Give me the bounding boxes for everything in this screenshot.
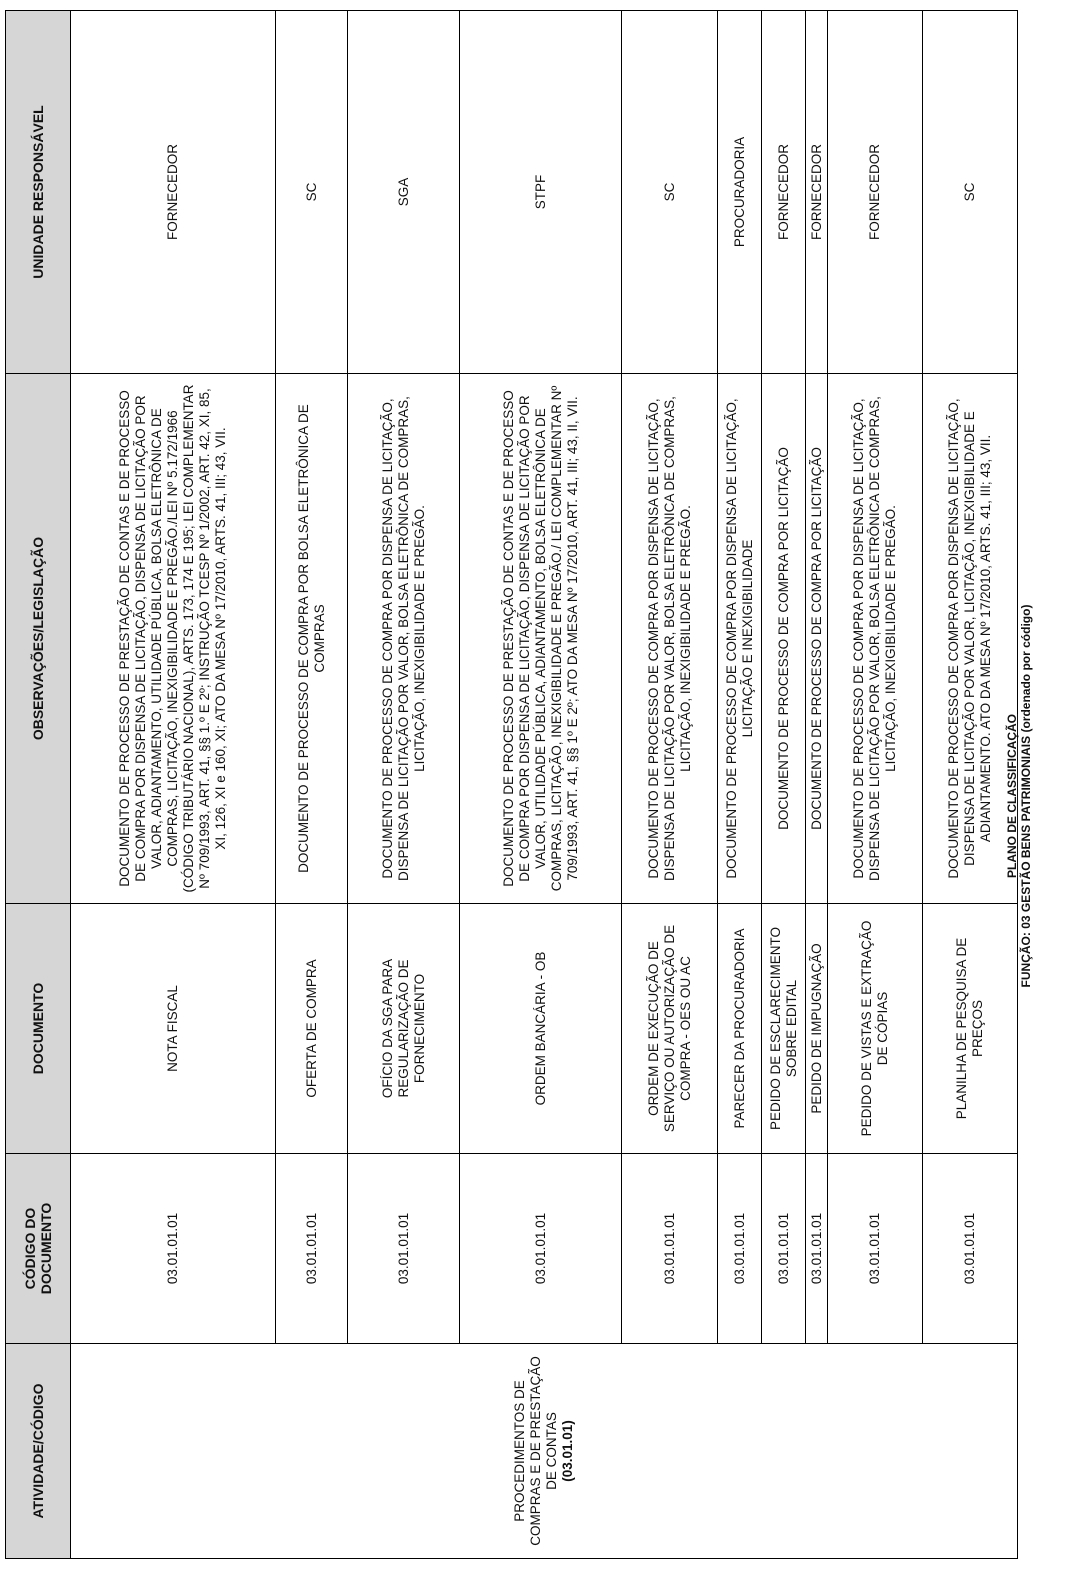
document-code: 03.01.01.01 — [923, 1154, 1018, 1344]
document-notes: DOCUMENTO DE PROCESSO DE COMPRA POR DISPENSA DE LICITAÇÃO, DISPENSA DE LICITAÇÃO POR VALOR, LICITAÇÃO, INEXIGIBILIDADE E ADIANTAMENTO. ATO DA MESA Nº 17/2010, ARTS. 41, III; 43, VII. — [923, 374, 1018, 904]
document-notes: DOCUMENTO DE PROCESSO DE COMPRA POR LICITAÇÃO — [762, 374, 806, 904]
document-name: NOTA FISCAL — [71, 904, 276, 1154]
table-row — [71, 11, 276, 1559]
document-notes: DOCUMENTO DE PROCESSO DE COMPRA POR DISPENSA DE LICITAÇÃO, DISPENSA DE LICITAÇÃO POR VALOR, BOLSA ELETRÔNICA DE COMPRAS, LICITAÇÃO, INEXIGIBILIDADE E PREGÃO. — [622, 374, 718, 904]
activity-name: PROCEDIMENTOS DE COMPRAS E DE PRESTAÇÃO DE CONTAS — [512, 1356, 559, 1546]
page-title: PLANO DE CLASSIFICAÇÃO — [1005, 714, 1019, 879]
document-notes: DOCUMENTO DE PROCESSO DE PRESTAÇÃO DE CONTAS E DE PROCESSO DE COMPRA POR DISPENSA DE LICITAÇÃO, DISPENSA DE LICITAÇÃO POR VALOR, UTILIDADE PÚBLICA, ADIANTAMENTO, BOLSA ELETRÔNICA DE COMPRAS, LICITAÇÃO, INEXIGIBILIDADE E PREGÃO./ LEI COMPLEMENTAR Nº 709/1993, ART. 41, §§ 1º E 2º; ATO DA MESA Nº 17/2010, ART. 41, III; 43, II, VII. — [460, 374, 622, 904]
col-header-atividade: ATIVIDADE/CÓDIGO — [6, 1344, 71, 1559]
responsible-unit: FORNECEDOR — [806, 11, 828, 374]
responsible-unit: SC — [923, 11, 1018, 374]
document-name: ORDEM DE EXECUÇÃO DE SERVIÇO OU AUTORIZAÇÃO DE COMPRA - OES OU AC — [622, 904, 718, 1154]
table-row — [718, 11, 762, 1559]
responsible-unit: FORNECEDOR — [71, 11, 276, 374]
document-name: OFERTA DE COMPRA — [276, 904, 348, 1154]
table-row — [828, 11, 923, 1559]
col-header-codigo: CÓDIGO DO DOCUMENTO — [6, 1154, 71, 1344]
table-row — [348, 11, 460, 1559]
activity-cell — [71, 1344, 1018, 1559]
document-name: PEDIDO DE IMPUGNAÇÃO — [806, 904, 828, 1154]
document-code: 03.01.01.01 — [828, 1154, 923, 1344]
col-header-unidade: UNIDADE RESPONSÁVEL — [6, 11, 71, 374]
document-notes: DOCUMENTO DE PROCESSO DE COMPRA POR LICITAÇÃO — [806, 374, 828, 904]
col-header-documento: DOCUMENTO — [6, 904, 71, 1154]
table-header-row — [6, 11, 71, 1559]
document-code: 03.01.01.01 — [460, 1154, 622, 1344]
document-notes: DOCUMENTO DE PROCESSO DE COMPRA POR DISPENSA DE LICITAÇÃO, LICITAÇÃO E INEXIGIBILIDADE — [718, 374, 762, 904]
activity-code: (03.01.01) — [560, 1420, 575, 1482]
document-notes: DOCUMENTO DE PROCESSO DE COMPRA POR DISPENSA DE LICITAÇÃO, DISPENSA DE LICITAÇÃO POR VALOR, BOLSA ELETRÔNICA DE COMPRAS, LICITAÇÃO, INEXIGIBILIDADE E PREGÃO. — [828, 374, 923, 904]
classification-table — [5, 10, 1018, 1559]
document-notes: DOCUMENTO DE PROCESSO DE COMPRA POR BOLSA ELETRÔNICA DE COMPRAS — [276, 374, 348, 904]
page-subtitle: FUNÇÃO: 03 GESTÃO BENS PATRIMONIAIS (ordenado por código) — [1019, 604, 1033, 988]
document-code: 03.01.01.01 — [348, 1154, 460, 1344]
page-header — [1005, 0, 1033, 1592]
responsible-unit: SC — [276, 11, 348, 374]
responsible-unit: FORNECEDOR — [828, 11, 923, 374]
document-name: PEDIDO DE VISTAS E EXTRAÇÃO DE CÓPIAS — [828, 904, 923, 1154]
responsible-unit: SC — [622, 11, 718, 374]
document-code: 03.01.01.01 — [806, 1154, 828, 1344]
document-code: 03.01.01.01 — [71, 1154, 276, 1344]
document-notes: DOCUMENTO DE PROCESSO DE PRESTAÇÃO DE CONTAS E DE PROCESSO DE COMPRA POR DISPENSA DE LICITAÇÃO, DISPENSA DE LICITAÇÃO POR VALOR, ADIANTAMENTO, UTILIDADE PÚBLICA, BOLSA ELETRÔNICA DE COMPRAS, LICITAÇÃO, INEXIGIBILIDADE E PREGÃO./LEI Nº 5.172/1966 (CÓDIGO TRIBUTÁRIO NACIONAL), ARTS. 173, 174 E 195; LEI COMPLEMENTAR Nº 709/1993, ART. 41, §§ 1.º E 2º; INSTRUÇÃO TCESP Nº 1/2002, ART. 42, XI, 85, XI, 126, XI e 160, XI; ATO DA MESA Nº 17/2010, ARTS. 41, III; 43, VII. — [71, 374, 276, 904]
document-code: 03.01.01.01 — [276, 1154, 348, 1344]
document-name: PARECER DA PROCURADORIA — [718, 904, 762, 1154]
document-code: 03.01.01.01 — [762, 1154, 806, 1344]
responsible-unit: PROCURADORIA — [718, 11, 762, 374]
responsible-unit: SGA — [348, 11, 460, 374]
table-row — [460, 11, 622, 1559]
table-row — [923, 11, 1018, 1559]
document-notes: DOCUMENTO DE PROCESSO DE COMPRA POR DISPENSA DE LICITAÇÃO, DISPENSA DE LICITAÇÃO POR VALOR, BOLSA ELETRÔNICA DE COMPRAS, LICITAÇÃO, INEXIGIBILIDADE E PREGÃO. — [348, 374, 460, 904]
document-name: ORDEM BANCÁRIA - OB — [460, 904, 622, 1154]
table-row — [762, 11, 806, 1559]
document-name: PEDIDO DE ESCLARECIMENTO SOBRE EDITAL — [762, 904, 806, 1154]
col-header-observacoes: OBSERVAÇÕES/LEGISLAÇÃO — [6, 374, 71, 904]
responsible-unit: STPF — [460, 11, 622, 374]
table-row — [622, 11, 718, 1559]
document-name: OFÍCIO DA SGA PARA REGULARIZAÇÃO DE FORNECIMENTO — [348, 904, 460, 1154]
document-code: 03.01.01.01 — [622, 1154, 718, 1344]
document-code: 03.01.01.01 — [718, 1154, 762, 1344]
table-row — [276, 11, 348, 1559]
document-name: PLANILHA DE PESQUISA DE PREÇOS — [923, 904, 1018, 1154]
responsible-unit: FORNECEDOR — [762, 11, 806, 374]
table-row — [806, 11, 828, 1559]
